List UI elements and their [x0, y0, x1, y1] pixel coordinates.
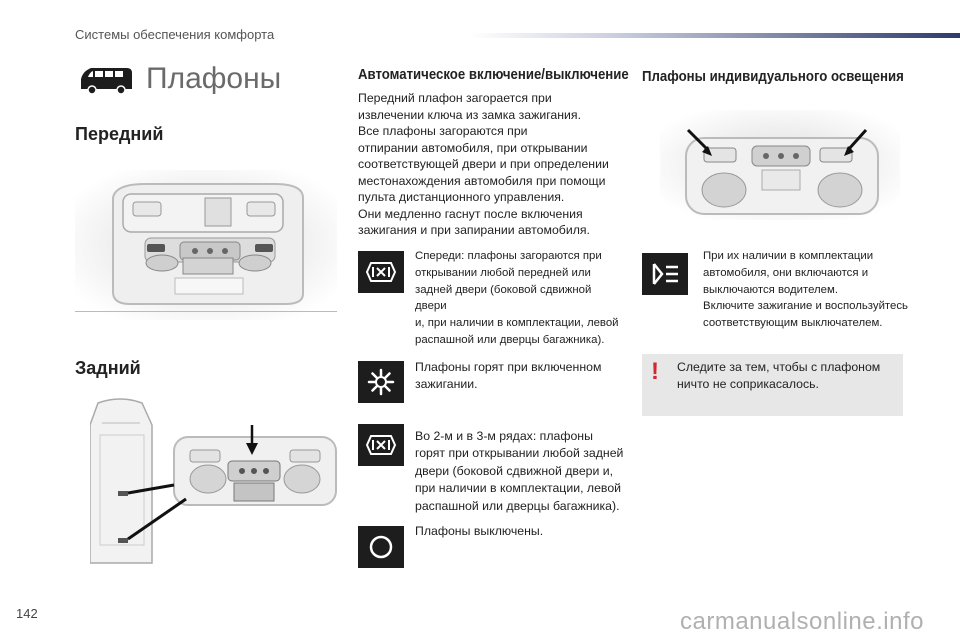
auto-heading: Автоматическое включение/выключение [358, 66, 629, 83]
text-line: соответствующим выключателем. [703, 317, 883, 330]
mode-door-rear-text [415, 428, 627, 515]
page-title: Плафоны [146, 62, 282, 95]
text-line: Они медленно гаснут после включения [358, 206, 583, 221]
text-line: Включите зажигание и воспользуйтесь [703, 300, 908, 313]
rear-heading: Задний [75, 358, 141, 378]
text-line: ничто не соприкасалось. [677, 376, 819, 391]
mode-door-front [358, 251, 404, 293]
mode-off-text [415, 523, 625, 540]
front-ceiling-light-illustration [75, 170, 337, 320]
warning-icon: ! [651, 358, 659, 385]
text-line: Следите за тем, чтобы с плафоном [677, 360, 881, 374]
text-line: Передний плафон загорается при [358, 91, 552, 105]
text-line: двери (боковой сдвижной двери и, [415, 463, 614, 478]
text-line: открывании любой передней или [415, 266, 591, 279]
text-line: Плафоны выключены. [415, 524, 544, 538]
text-line: отпирании автомобиля, при открывании [358, 140, 588, 155]
individual-switch-box [642, 253, 688, 295]
light-on-icon [358, 361, 404, 403]
watermark: carmanualsonline.info [680, 608, 924, 635]
text-line: Спереди: плафоны загораются при [415, 250, 602, 262]
mode-door-rear [358, 424, 404, 466]
individual-lights-illustration [660, 110, 900, 220]
van-icon [75, 65, 135, 95]
text-line: Во 2-м и в 3-м рядах: плафоны [415, 429, 593, 443]
door-light-icon [358, 424, 404, 466]
rear-ceiling-light-illustration [90, 395, 340, 570]
divider [75, 311, 337, 312]
text-line: местонахождения автомобиля при помощи [358, 173, 606, 188]
mode-on [358, 361, 404, 403]
reading-light-icon [642, 253, 688, 295]
text-line: и, при наличии в комплектации, левой [415, 317, 619, 330]
text-line: при наличии в комплектации, левой [415, 481, 622, 496]
front-heading: Передний [75, 124, 164, 144]
text-line: выключаются водителем. [703, 283, 839, 296]
text-line: Плафоны горят при включенном [415, 360, 602, 374]
text-line: извлечении ключа из замка зажигания. [358, 107, 581, 122]
mode-on-text [415, 359, 625, 392]
door-light-icon [358, 251, 404, 293]
text-line: соответствующей двери и при определении [358, 157, 609, 171]
running-header: Системы обеспечения комфорта [75, 27, 275, 42]
text-line: распашной или дверцы багажника). [415, 498, 620, 513]
text-line: задней двери (боковой сдвижной двери [415, 283, 592, 313]
text-line: распашной или дверцы багажника). [415, 333, 605, 346]
text-line: зажигания и при запирании автомобиля. [358, 223, 590, 237]
auto-paragraph [358, 90, 628, 239]
text-line: автомобиля, они включаются и [703, 266, 869, 279]
warning-text [677, 359, 897, 392]
text-line: При их наличии в комплектации [703, 250, 874, 262]
page-number: 142 [16, 606, 38, 621]
text-line: Все плафоны загораются при [358, 124, 528, 138]
text-line: зажигании. [415, 376, 478, 391]
text-line: пульта дистанционного управления. [358, 190, 565, 204]
header-gradient-bar [470, 33, 960, 38]
text-line: горят при открывании любой задней [415, 446, 624, 461]
individual-text [703, 248, 913, 332]
mode-door-front-text [415, 248, 625, 349]
individual-heading: Плафоны индивидуального освещения [642, 68, 904, 85]
mode-off [358, 526, 404, 568]
light-off-icon [358, 526, 404, 568]
